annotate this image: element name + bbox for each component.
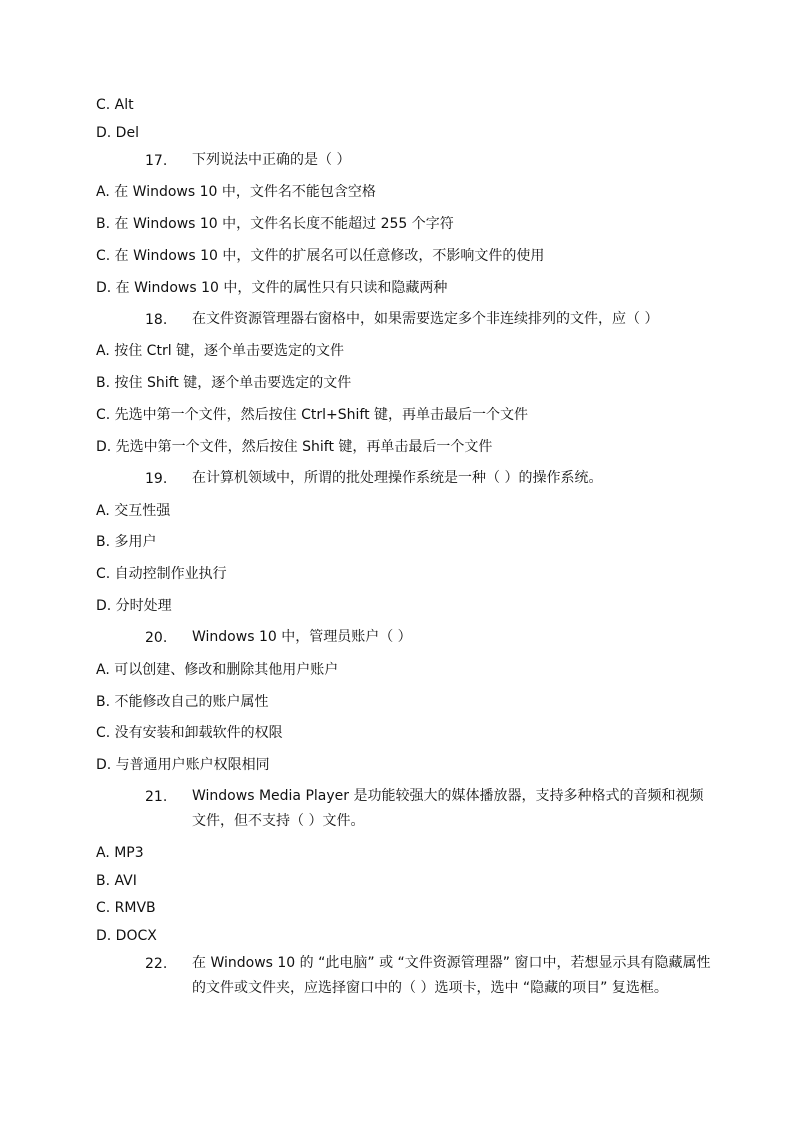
q19-option-c: C. 自动控制作业执行 xyxy=(96,566,227,582)
q21-option-b: B. AVI xyxy=(96,873,137,889)
q18-option-a: A. 按住 Ctrl 键，逐个单击要选定的文件 xyxy=(96,343,345,359)
q19-option-b: B. 多用户 xyxy=(96,534,157,550)
q18-option-b: B. 按住 Shift 键，逐个单击要选定的文件 xyxy=(96,375,352,391)
q17-text: 下列说法中正确的是（ ） xyxy=(192,152,351,168)
q19-option-a: A. 交互性强 xyxy=(96,503,171,519)
q21-text: Windows Media Player 是功能较强大的媒体播放器，支持多种格式的音频和视频文件，但不支持（ ）文件。 xyxy=(192,788,704,829)
q20-number: 20. xyxy=(145,630,168,646)
q22-text: 在 Windows 10 的 “此电脑” 或 “文件资源管理器” 窗口中，若想显示具有隐藏属性的文件或文件夹，应选择窗口中的（ ）选项卡，选中 “隐藏的项目” 复选框。 xyxy=(192,955,711,996)
q20-option-a: A. 可以创建、修改和删除其他用户账户 xyxy=(96,662,339,678)
q21-option-a: A. MP3 xyxy=(96,845,144,861)
q19-text: 在计算机领域中，所谓的批处理操作系统是一种（ ）的操作系统。 xyxy=(192,470,603,486)
q20-text: Windows 10 中，管理员账户（ ） xyxy=(192,629,412,645)
q17-option-c: C. 在 Windows 10 中，文件的扩展名可以任意修改，不影响文件的使用 xyxy=(96,248,545,264)
q17-number: 17. xyxy=(145,153,168,169)
q21-number: 21. xyxy=(145,789,168,805)
q17-option-a: A. 在 Windows 10 中，文件名不能包含空格 xyxy=(96,184,376,200)
q19-option-d: D. 分时处理 xyxy=(96,598,172,614)
q22-number: 22. xyxy=(145,956,168,972)
q16-option-d: D. Del xyxy=(96,125,139,141)
q20-option-d: D. 与普通用户账户权限相同 xyxy=(96,757,270,773)
q18-text: 在文件资源管理器右窗格中，如果需要选定多个非连续排列的文件，应（ ） xyxy=(192,311,659,327)
q20-option-b: B. 不能修改自己的账户属性 xyxy=(96,694,269,710)
q21-option-d: D. DOCX xyxy=(96,928,157,944)
q17-option-b: B. 在 Windows 10 中，文件名长度不能超过 255 个字符 xyxy=(96,216,454,232)
q17-option-d: D. 在 Windows 10 中，文件的属性只有只读和隐藏两种 xyxy=(96,280,448,296)
q16-option-c: C. Alt xyxy=(96,97,134,113)
q18-option-c: C. 先选中第一个文件，然后按住 Ctrl+Shift 键，再单击最后一个文件 xyxy=(96,407,529,423)
q19-number: 19. xyxy=(145,471,168,487)
q18-option-d: D. 先选中第一个文件，然后按住 Shift 键，再单击最后一个文件 xyxy=(96,439,493,455)
q20-option-c: C. 没有安装和卸载软件的权限 xyxy=(96,725,283,741)
q21-option-c: C. RMVB xyxy=(96,900,156,916)
q18-number: 18. xyxy=(145,312,168,328)
